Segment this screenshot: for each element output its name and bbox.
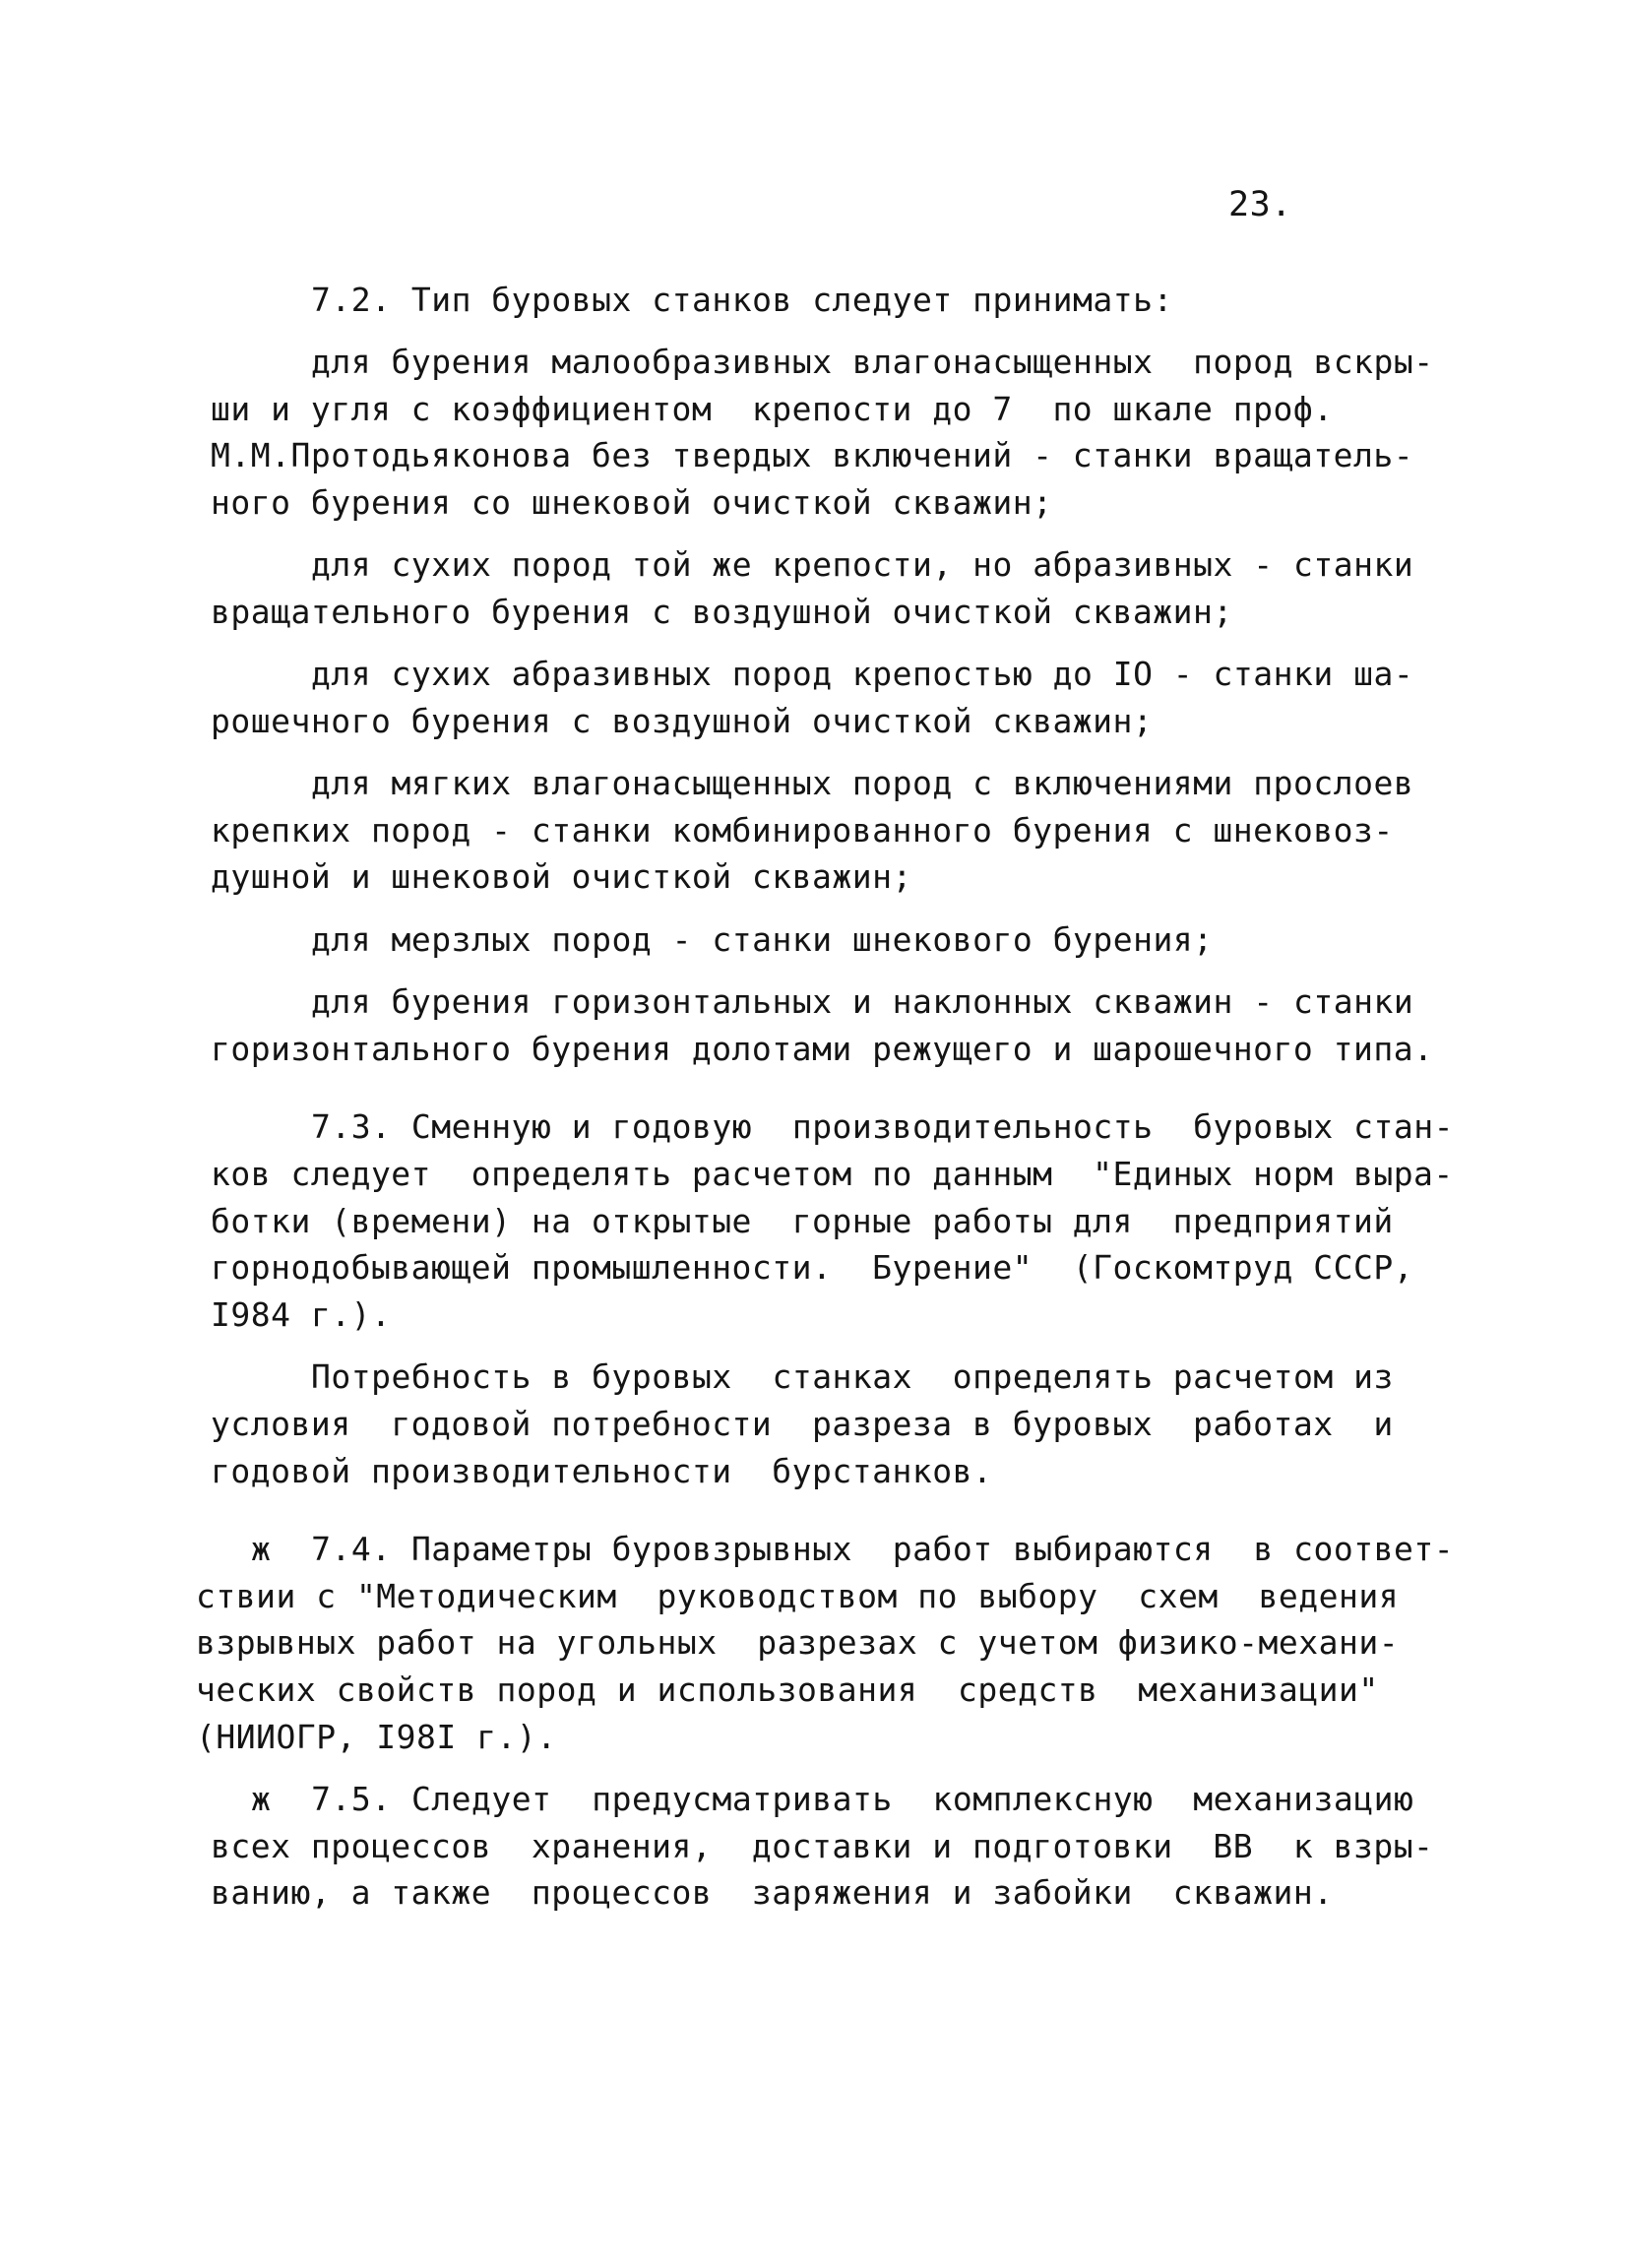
text-line: всех процессов хранения, доставки и подготовки ВВ к взры-	[211, 1827, 1434, 1865]
text-line: рошечного бурения с воздушной очисткой скважин;	[211, 702, 1154, 740]
text-line: для сухих пород той же крепости, но абразивных - станки	[311, 545, 1414, 584]
text-line: I984 г.).	[211, 1295, 392, 1334]
text-line: (НИИОГР, I98I г.).	[196, 1718, 557, 1756]
text-line: ванию, а также процессов заряжения и забойки скважин.	[211, 1873, 1334, 1912]
text-line: для бурения горизонтальных и наклонных скважин - станки	[311, 982, 1414, 1021]
text-line: крепких пород - станки комбинированного бурения с шнековоз-	[211, 811, 1394, 850]
text-line: ков следует определять расчетом по данным "Единых норм выра-	[211, 1155, 1454, 1193]
text-line: ного бурения со шнековой очисткой скважин;	[211, 483, 1053, 522]
text-line: 7.2. Тип буровых станков следует принимать:	[311, 281, 1173, 319]
text-line: ши и угля с коэффициентом крепости до 7 по шкале проф.	[211, 390, 1334, 428]
text-line: горнодобывающей промышленности. Бурение" (Госкомтруд СССР,	[211, 1248, 1414, 1287]
text-line: Потребность в буровых станках определять расчетом из	[311, 1357, 1394, 1396]
text-line: горизонтального бурения долотами режущего и шарошечного типа.	[211, 1030, 1434, 1068]
text-line: ствии с "Методическим руководством по выбору схем ведения	[196, 1577, 1400, 1615]
text-line: душной и шнековой очисткой скважин;	[211, 857, 912, 896]
text-line: ж 7.5. Следует предусматривать комплексную механизацию	[251, 1780, 1414, 1818]
text-line: взрывных работ на угольных разрезах с учетом физико-механи-	[196, 1623, 1400, 1662]
page-number: 23.	[1228, 185, 1292, 224]
text-line: ческих свойств пород и использования средств механизации"	[196, 1670, 1379, 1709]
text-line: ж 7.4. Параметры буровзрывных работ выбираются в соответ-	[251, 1530, 1455, 1568]
text-line: годовой производительности бурстанков.	[211, 1452, 993, 1490]
text-line: для мягких влагонасыщенных пород с включениями прослоев	[311, 764, 1414, 802]
text-line: М.М.Протодьяконова без твердых включений - станки вращатель-	[211, 436, 1414, 474]
text-line: условия годовой потребности разреза в буровых работах и	[211, 1405, 1394, 1443]
text-line: ботки (времени) на открытые горные работы для предприятий	[211, 1202, 1394, 1240]
text-line: для бурения малообразивных влагонасыщенных пород вскры-	[311, 343, 1434, 381]
text-line: для мерзлых пород - станки шнекового бурения;	[311, 920, 1214, 959]
text-line: 7.3. Сменную и годовую производительность буровых стан-	[311, 1107, 1454, 1146]
text-line: для сухих абразивных пород крепостью до IO - станки ша-	[311, 655, 1414, 693]
text-line: вращательного бурения с воздушной очисткой скважин;	[211, 593, 1233, 631]
